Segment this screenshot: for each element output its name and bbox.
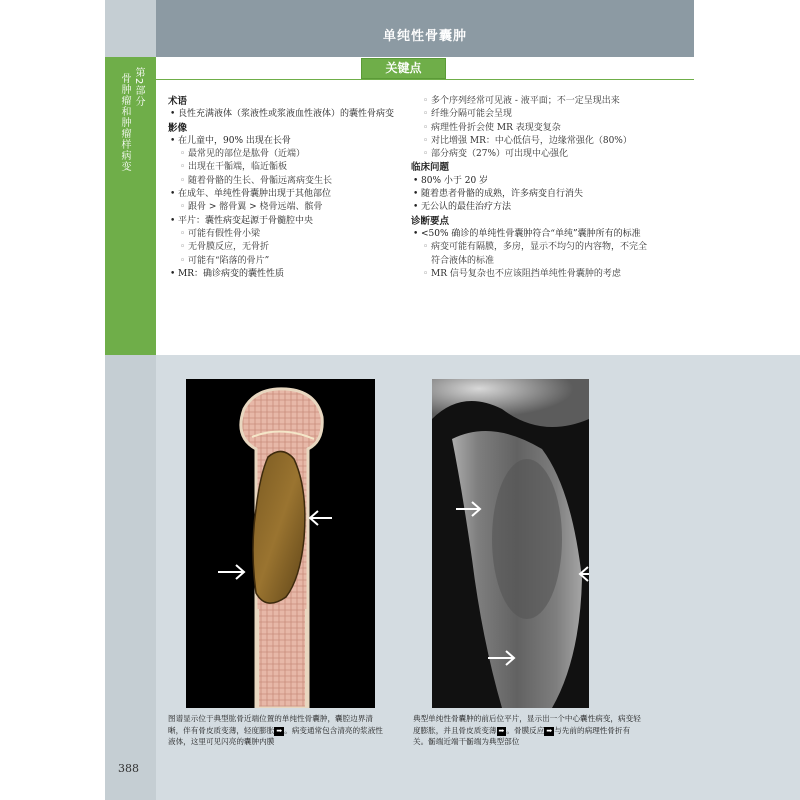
- radiograph-image: [432, 379, 589, 708]
- humerus-drawing: [186, 379, 375, 708]
- list-item: • 良性充满液体（浆液性或浆液血性液体）的囊性骨病变: [168, 108, 408, 121]
- diagnosis-heading: 诊断要点: [411, 215, 450, 227]
- sub-list-item: ◦ 无骨膜反应，无骨折: [168, 241, 408, 254]
- sub-list-item: ◦ 对比增强 MR：中心低信号，边缘常强化（80%）: [411, 135, 651, 148]
- figure-caption-left: [168, 713, 386, 748]
- figure-caption-right: [413, 713, 643, 748]
- list-item: • <50% 确诊的单纯性骨囊肿符合“单纯”囊肿所有的标准: [411, 228, 651, 241]
- sub-list-item: ◦ 随着骨骼的生长、骨骺远离病变生长: [168, 175, 408, 188]
- caption-text: 与先前的病理性骨折有关。骺端近端干骺端为典型部位: [413, 725, 631, 746]
- humerus-illustration: [186, 379, 375, 708]
- sub-list-item: ◦ 可能有“陷落的骨片”: [168, 255, 408, 268]
- sub-list-item: ◦ 出现在干骺端，临近骺板: [168, 161, 408, 174]
- page-title: 单纯性骨囊肿: [382, 29, 467, 44]
- clinical-heading: 临床问题: [411, 162, 450, 174]
- list-item: • MR：确诊病变的囊性性质: [168, 268, 408, 281]
- list-item: • 平片：囊性病变起源于骨髓腔中央: [168, 215, 408, 228]
- key-points-right-column: [411, 95, 651, 281]
- list-item: • 在儿童中，90% 出现在长骨: [168, 135, 408, 148]
- list-item: • 80% 小于 20 岁: [411, 175, 651, 188]
- caption-text: 典型单纯性骨囊肿的前后位平片，显示出一个中心囊性病变，病变轻度膨胀，并且骨皮质变薄: [413, 714, 641, 735]
- list-item: • 随着患者骨骼的成熟，许多病变自行消失: [411, 188, 651, 201]
- terms-heading: 术语: [168, 96, 188, 107]
- radiograph-drawing: [432, 379, 589, 708]
- side-tab-topic: 骨肿瘤和肿瘤样病变: [119, 73, 130, 172]
- key-points-left-column: [168, 95, 408, 281]
- arrow-icon: ➡: [276, 726, 283, 735]
- side-tab-part: 第2部分: [133, 67, 144, 108]
- caption-text: 。骨膜反应: [506, 725, 545, 735]
- side-tab-text: [117, 67, 145, 172]
- arrow-icon: ➡: [546, 726, 553, 735]
- caption-text: 。病变通常包含清亮的浆液性液体，这里可见闪亮的囊肿内膜: [168, 725, 383, 746]
- caption-text: 图谱显示位于典型肱骨近端位置的单纯性骨囊肿，囊腔边界清晰，伴有骨皮质变薄，轻度膨胀: [168, 714, 374, 735]
- sub-list-item: ◦ 可能有假性骨小梁: [168, 228, 408, 241]
- arrow-icon: ➡: [498, 726, 505, 735]
- chapter-header: [156, 0, 694, 57]
- key-points-rule: [156, 79, 694, 80]
- key-points-label: 关键点: [361, 58, 446, 79]
- sub-list-item: ◦ 跟骨 > 髂骨翼 > 桡骨远端、髌骨: [168, 201, 408, 214]
- sub-list-item: ◦ MR 信号复杂也不应该阻挡单纯性骨囊肿的考虑: [411, 268, 651, 281]
- sub-list-item: ◦ 部分病变（27%）可出现中心强化: [411, 148, 651, 161]
- imaging-heading: 影像: [168, 122, 188, 134]
- section-side-tab: [105, 57, 156, 355]
- list-item: • 在成年、单纯性骨囊肿出现于其他部位: [168, 188, 408, 201]
- sub-list-item: ◦ 最常见的部位是肱骨（近端）: [168, 148, 408, 161]
- sub-list-item: ◦ 纤维分隔可能会呈现: [411, 108, 651, 121]
- page-number: 388: [118, 762, 139, 775]
- sub-list-item: ◦ 病变可能有隔膜，多房，显示不均匀的内容物，不完全符合液体的标准: [411, 241, 651, 268]
- sub-list-item: ◦ 病理性骨折会使 MR 表现变复杂: [411, 122, 651, 135]
- list-item: • 无公认的最佳治疗方法: [411, 201, 651, 214]
- sub-list-item: ◦ 多个序列经常可见液 - 液平面；不一定呈现出来: [411, 95, 651, 108]
